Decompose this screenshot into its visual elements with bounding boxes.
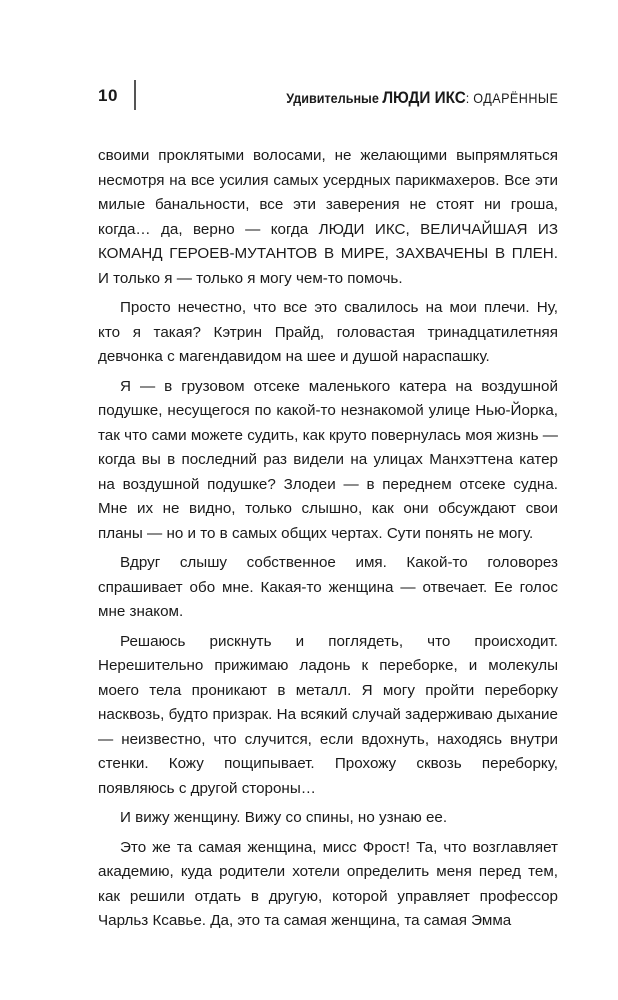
paragraph-2: Просто нечестно, что все это свалилось на мои плечи. Ну, кто я такая? Кэтрин Прайд, головастая тринадцатилетняя девчонка с магендавидом на шее и душой нараспашку. [98, 299, 558, 365]
body-text [98, 144, 558, 934]
paragraph-6: И вижу женщину. Вижу со спины, но узнаю ее. [120, 809, 448, 826]
paragraph-5: Решаюсь рискнуть и поглядеть, что происходит. Нерешительно прижимаю ладонь к переборке, и молекулы моего тела проникают в металл. Я могу пройти переборку насквозь, будто призрак. На всякий случай задерживаю дыхание — неизвестно, что случится, если вдохнуть, находясь внутри стенки. Кожу пощипывает. Прохожу сквозь переборку, появляюсь с другой стороны… [98, 632, 558, 797]
paragraph-1: своими проклятыми волосами, не желающими выпрямляться несмотря на все усилия самых усердных парикмахеров. Все эти милые банальности, все эти заверения не стоят ни гроша, когда… да, верно — когда ЛЮДИ ИКС, ВЕЛИЧАЙШАЯ ИЗ КОМАНД ГЕРОЕВ-МУТАНТОВ В МИРЕ, ЗАХВАЧЕНЫ В ПЛЕН. И только я — только я могу чем-то помочь. [98, 147, 558, 287]
paragraph-3: Я — в грузовом отсеке маленького катера на воздушной подушке, несущегося по какой-то незнакомой улице Нью-Йорка, так что сами можете судить, как круто повернулась моя жизнь — когда вы в последний раз видели на улицах Манхэттена катер на воздушной подушке? Злодеи — в переднем отсеке судна. Мне их не видно, только слышно, как они обсуждают свои планы — но и то в самых общих чертах. Сути понять не могу. [98, 377, 558, 542]
running-title-colon: : [465, 90, 470, 106]
paragraph-4: Вдруг слышу собственное имя. Какой-то головорез спрашивает обо мне. Какая-то женщина — отвечает. Ее голос мне знаком. [98, 554, 558, 620]
paragraph-7: Это же та самая женщина, мисс Фрост! Та, что возглавляет академию, куда родители хотели определить меня перед тем, как решили отдать в другую, которой управляет профессор Чарльз Ксавье. Да, это та самая женщина, та самая Эмма [98, 838, 558, 929]
page-number: 10 [98, 86, 118, 105]
running-title-sub: ОДАРЁННЫЕ [472, 90, 558, 106]
header-divider [134, 80, 136, 110]
running-title-main: ЛЮДИ ИКС [381, 88, 466, 107]
running-title-prefix: Удивительные [285, 90, 379, 106]
running-header [98, 80, 558, 120]
running-title [286, 88, 558, 108]
